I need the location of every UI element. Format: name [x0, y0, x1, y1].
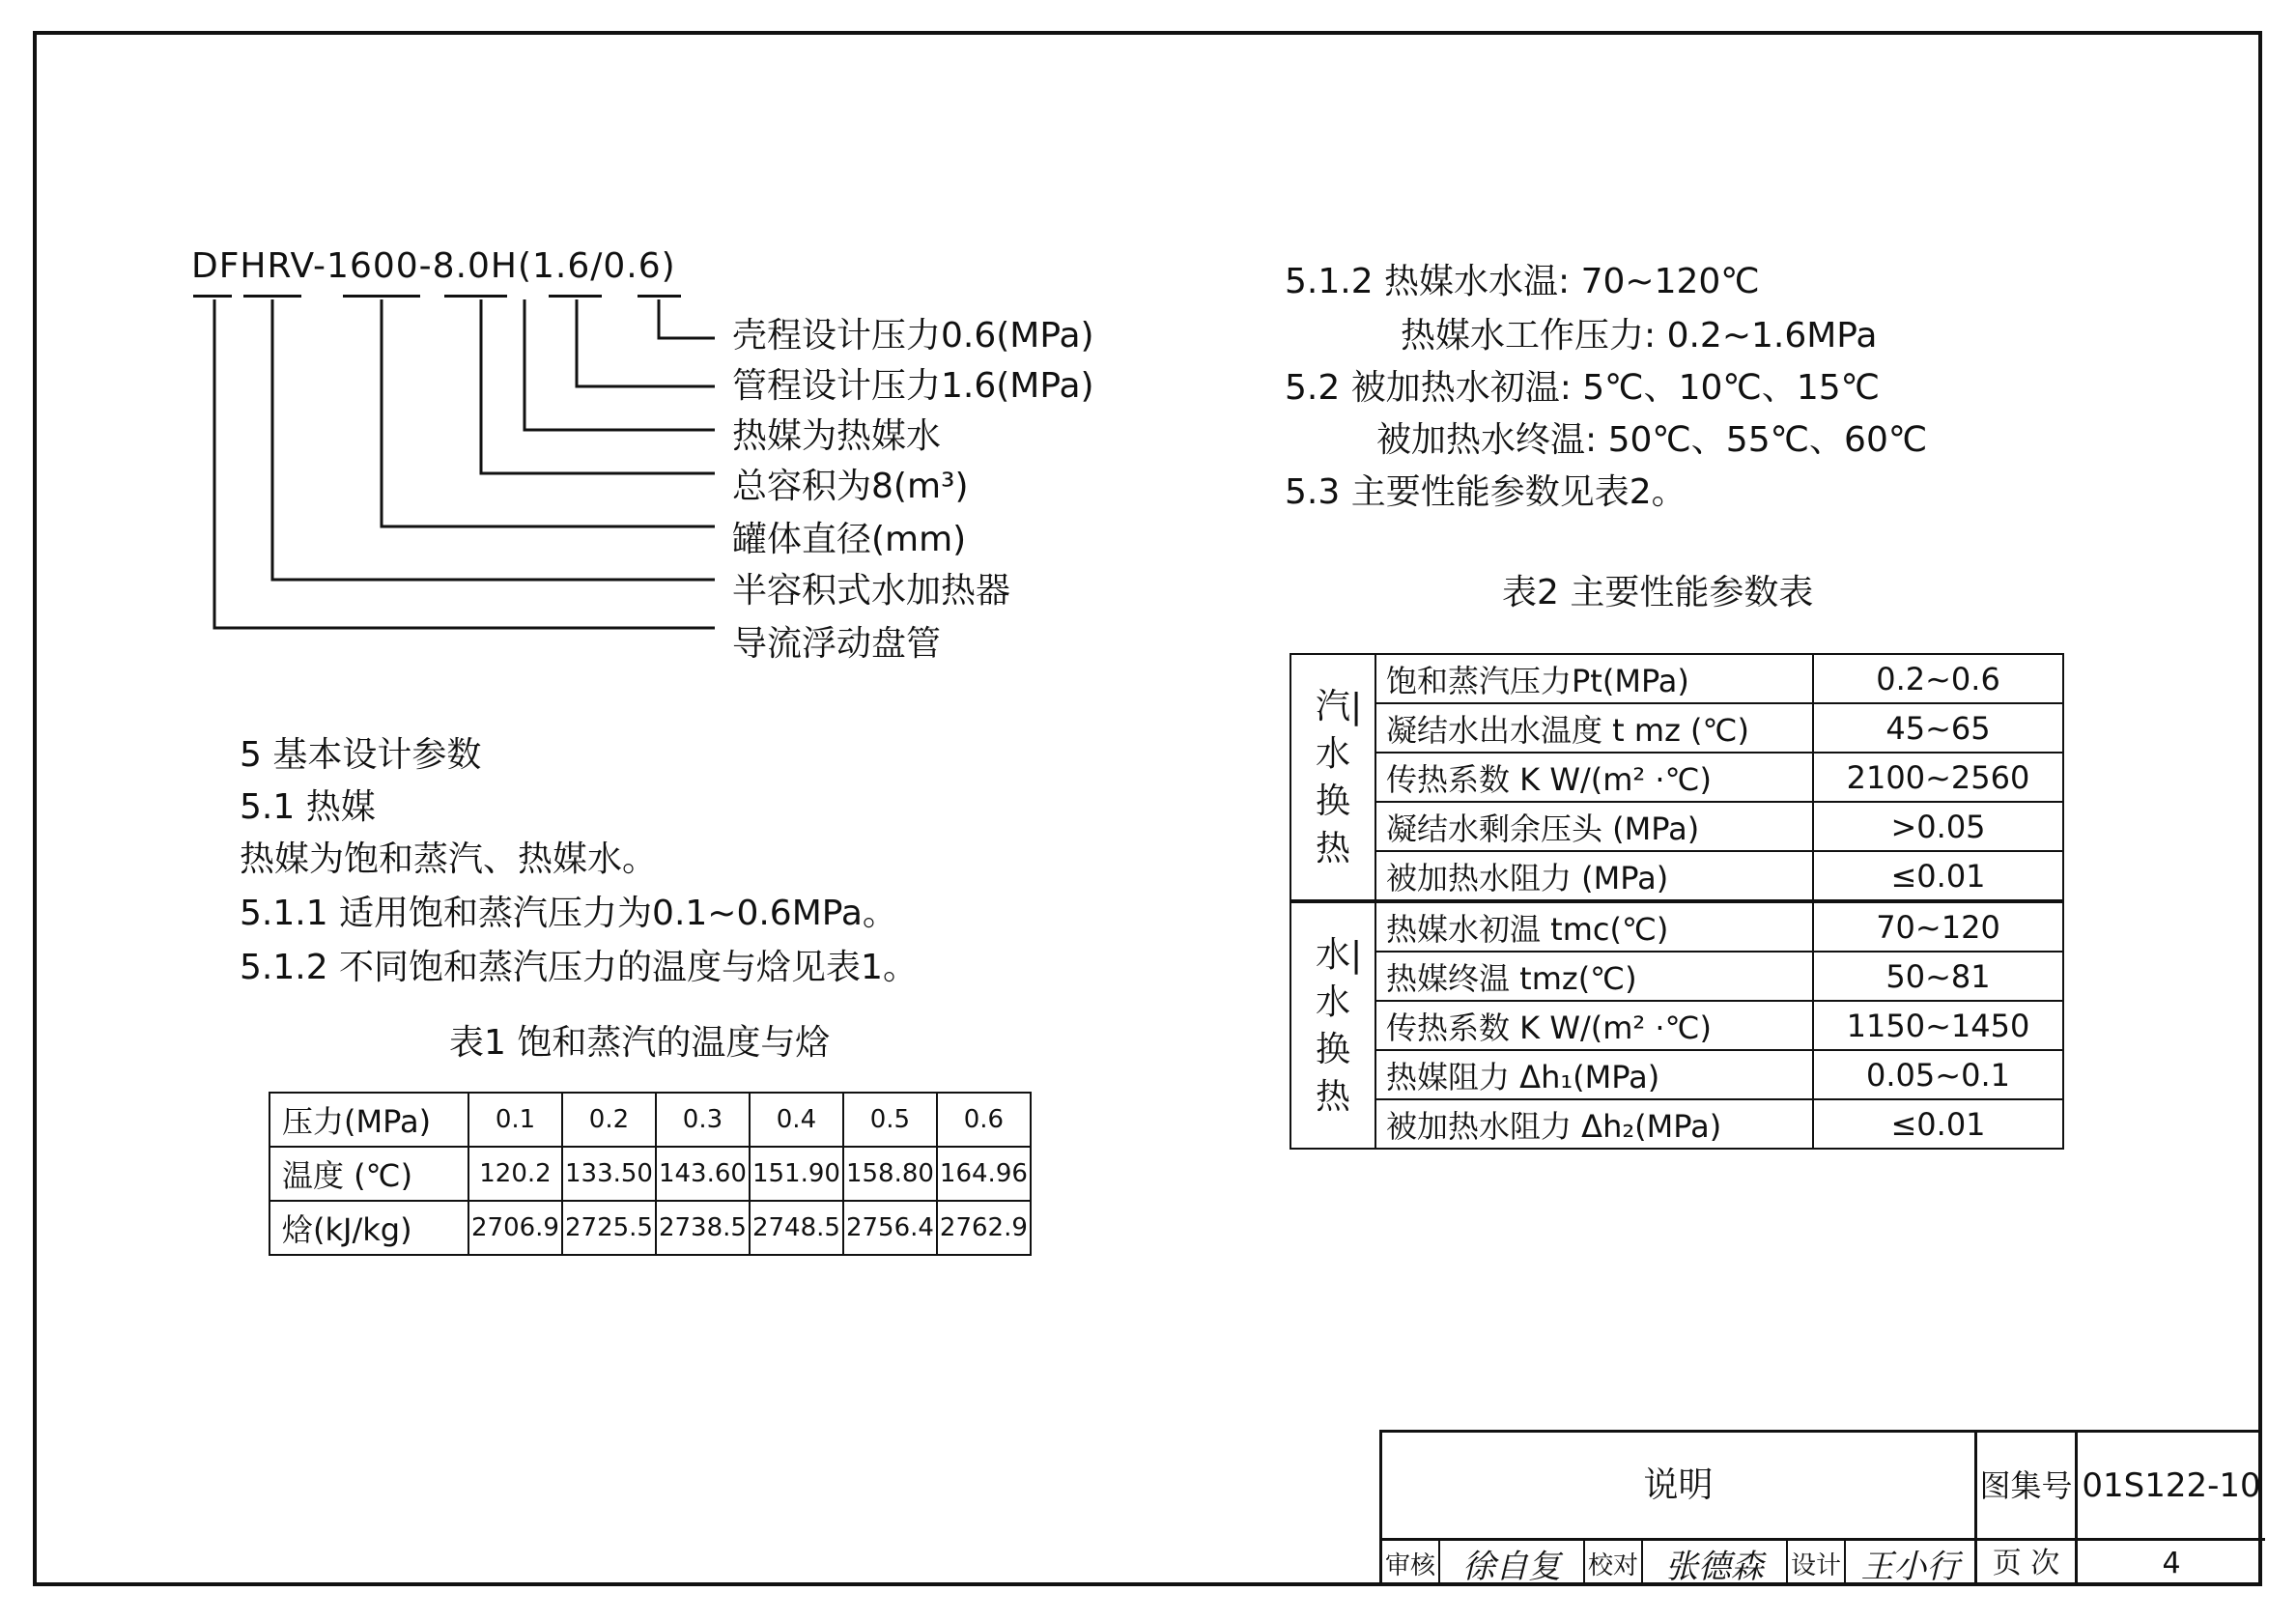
section-5-1-heading: 5.1 热媒 [240, 787, 376, 827]
table-row [1290, 703, 2063, 753]
table1-cell: 2738.5 [656, 1201, 750, 1255]
table1-cell: 2725.5 [562, 1201, 656, 1255]
review-signature: 徐自复 [1440, 1541, 1585, 1586]
atlas-number-label: 图集号 [1977, 1433, 2078, 1541]
section-5-2-final-temp: 被加热水终温: 50℃、55℃、60℃ [1376, 420, 1928, 460]
table1-cell: 0.3 [656, 1093, 750, 1147]
table2-param-name: 热媒阻力 Δh₁(MPa) [1375, 1050, 1813, 1099]
table-row [1290, 1050, 2063, 1099]
section-5-1-2: 5.1.2 不同饱和蒸汽压力的温度与焓见表1。 [240, 948, 918, 987]
section-5-2-initial-temp: 5.2 被加热水初温: 5℃、10℃、15℃ [1285, 368, 1881, 408]
table-row [1290, 901, 2063, 952]
table2-param-name: 传热系数 K W/(m² ·℃) [1375, 753, 1813, 802]
table2-param-value: 0.05~0.1 [1813, 1050, 2063, 1099]
table-row [269, 1201, 1031, 1255]
group-label-text: 水|水换热 [1316, 934, 1363, 1117]
model-label: 半容积式水加热器 [732, 571, 1011, 611]
table-row [269, 1093, 1031, 1147]
model-code: DFHRV-1600-8.0H(1.6/0.6) [191, 246, 676, 286]
table1-title: 表1 饱和蒸汽的温度与焓 [449, 1023, 831, 1063]
table2-param-name: 饱和蒸汽压力Pt(MPa) [1375, 654, 1813, 703]
check-label: 校对 [1585, 1541, 1643, 1586]
title-block [1379, 1430, 2262, 1586]
design-label: 设计 [1788, 1541, 1846, 1586]
table1 [269, 1092, 1032, 1256]
table1-cell: 133.50 [562, 1147, 656, 1201]
table1-row-label: 温度 (℃) [269, 1147, 468, 1201]
table2-param-name: 传热系数 K W/(m² ·℃) [1375, 1001, 1813, 1050]
table1-cell: 0.6 [937, 1093, 1031, 1147]
table1-cell: 0.4 [750, 1093, 843, 1147]
section-5-3: 5.3 主要性能参数见表2。 [1285, 472, 1687, 512]
table2-group-label [1290, 654, 1375, 901]
table2-param-name: 凝结水剩余压头 (MPa) [1375, 802, 1813, 851]
atlas-number: 01S122-10 [2078, 1433, 2265, 1541]
section-5-1-1: 5.1.1 适用饱和蒸汽压力为0.1~0.6MPa。 [240, 894, 897, 933]
table1-row-label: 焓(kJ/kg) [269, 1201, 468, 1255]
group-label-text: 汽|水换热 [1316, 686, 1363, 868]
table2-param-name: 被加热水阻力 Δh₂(MPa) [1375, 1099, 1813, 1149]
table2-title: 表2 主要性能参数表 [1502, 573, 1814, 612]
table1-cell: 151.90 [750, 1147, 843, 1201]
page-label: 页 次 [1977, 1541, 2078, 1586]
table2-param-value: 70~120 [1813, 901, 2063, 952]
table2-param-value: 1150~1450 [1813, 1001, 2063, 1050]
table-row [269, 1147, 1031, 1201]
table1-cell: 0.5 [843, 1093, 937, 1147]
check-signature: 张德森 [1643, 1541, 1788, 1586]
table1-cell: 120.2 [468, 1147, 562, 1201]
table1-cell: 164.96 [937, 1147, 1031, 1201]
model-label: 热媒为热媒水 [732, 416, 942, 456]
section-5-heading: 5 基本设计参数 [240, 735, 482, 775]
table-row [1290, 952, 2063, 1001]
model-label: 罐体直径(mm) [732, 520, 967, 559]
table2-param-value: ≤0.01 [1813, 1099, 2063, 1149]
table1-cell: 143.60 [656, 1147, 750, 1201]
table-row [1290, 851, 2063, 901]
table2-group-label [1290, 901, 1375, 1149]
table1-cell: 2706.9 [468, 1201, 562, 1255]
table1-cell: 2748.5 [750, 1201, 843, 1255]
table-row [1290, 654, 2063, 703]
design-signature: 王小行 [1846, 1541, 1977, 1586]
table1-cell: 158.80 [843, 1147, 937, 1201]
table1-cell: 2756.4 [843, 1201, 937, 1255]
drawing-title: 说明 [1382, 1433, 1977, 1541]
table2-param-value: 0.2~0.6 [1813, 654, 2063, 703]
table2-param-value: 45~65 [1813, 703, 2063, 753]
table2-param-value: 2100~2560 [1813, 753, 2063, 802]
table2-param-name: 热媒水初温 tmc(℃) [1375, 901, 1813, 952]
table2-param-name: 热媒终温 tmz(℃) [1375, 952, 1813, 1001]
table2-param-value: >0.05 [1813, 802, 2063, 851]
model-label: 总容积为8(m³) [732, 467, 969, 506]
table-row [1290, 753, 2063, 802]
model-label: 导流浮动盘管 [732, 624, 942, 664]
table1-cell: 0.2 [562, 1093, 656, 1147]
table-row [1290, 1001, 2063, 1050]
table1-row-label: 压力(MPa) [269, 1093, 468, 1147]
model-label: 壳程设计压力0.6(MPa) [732, 316, 1094, 355]
table2 [1290, 653, 2064, 1150]
table1-cell: 0.1 [468, 1093, 562, 1147]
page-number: 4 [2162, 1546, 2181, 1580]
table2-param-name: 凝结水出水温度 t mz (℃) [1375, 703, 1813, 753]
section-5-1-2-water-temp: 5.1.2 热媒水水温: 70~120℃ [1285, 262, 1760, 301]
table2-param-name: 被加热水阻力 (MPa) [1375, 851, 1813, 901]
table2-param-value: ≤0.01 [1813, 851, 2063, 901]
section-5-1-body: 热媒为饱和蒸汽、热媒水。 [240, 839, 658, 879]
model-label: 管程设计压力1.6(MPa) [732, 366, 1094, 406]
table-row [1290, 1099, 2063, 1149]
table-row [1290, 802, 2063, 851]
table2-param-value: 50~81 [1813, 952, 2063, 1001]
table1-cell: 2762.9 [937, 1201, 1031, 1255]
review-label: 审核 [1382, 1541, 1440, 1586]
section-5-1-2-water-pressure: 热媒水工作压力: 0.2~1.6MPa [1401, 316, 1878, 355]
